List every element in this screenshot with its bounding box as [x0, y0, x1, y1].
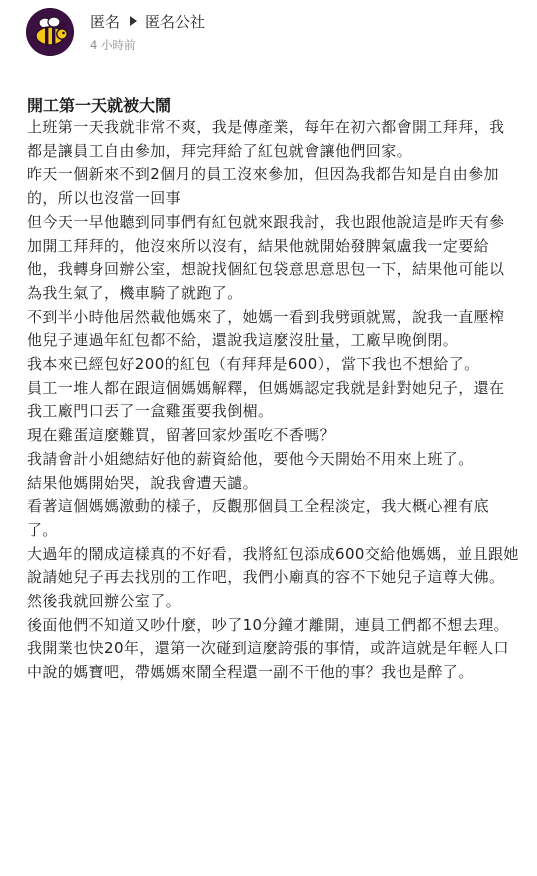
post-paragraph: 現在雞蛋這麼難買，留著回家炒蛋吃不香嗎？ [27, 426, 336, 445]
post-header [26, 8, 516, 56]
post-title: 開工第一天就被大鬧 [27, 96, 172, 115]
post-paragraph: 不到半小時他居然載他媽來了，她媽一看到我劈頭就罵，說我一直壓榨他兒子連過年紅包都不給，還說我這麼沒肚量，工廠早晚倒閉。 [27, 307, 505, 350]
bee-icon [26, 8, 74, 56]
post-time: 4 小時前 [90, 38, 136, 52]
post-paragraph: 員工一堆人都在跟這個媽媽解釋，但媽媽認定我就是針對她兒子，還在我工廠門口丟了一盒雞蛋要我倒楣。 [27, 378, 505, 421]
author-name: 匿名 [90, 12, 121, 31]
avatar[interactable] [26, 8, 74, 56]
post-body [27, 116, 519, 685]
post-meta [90, 10, 205, 53]
post-paragraph: 大過年的鬧成這樣真的不好看，我將紅包添成600交給他媽媽，並且跟她說請她兒子再去找別的工作吧，我們小廟真的容不下她兒子這尊大佛。然後我就回辦公室了。 [27, 544, 519, 611]
breadcrumb [90, 10, 205, 32]
post-paragraph: 我請會計小姐總結好他的薪資給他，要他今天開始不用來上班了。 [27, 449, 474, 468]
post-paragraph: 看著這個媽媽激動的樣子，反觀那個員工全程淡定，我大概心裡有底了。 [27, 497, 490, 539]
post-paragraph: 後面他們不知道又吵什麼，吵了10分鐘才離開，連員工們都不想去理。 [27, 615, 509, 634]
post-paragraph: 但今天一早他聽到同事們有紅包就來跟我討，我也跟他說這是昨天有參加開工拜拜的，他沒來所以沒有，結果他就開始發脾氣盧我一定要給他，我轉身回辦公室，想說找個紅包袋意思意思包一下，結果他可能以為我生氣了，機車騎了就跑了。 [27, 212, 505, 302]
triangle-right-icon [130, 16, 137, 26]
post-paragraph: 上班第一天我就非常不爽，我是傳產業，每年在初六都會開工拜拜，我都是讓員工自由參加，拜完拜給了紅包就會讓他們回家。 [27, 118, 505, 160]
post-paragraph: 昨天一個新來不到2個月的員工沒來參加，但因為我都告知是自由參加的，所以也沒當一回事 [27, 165, 499, 208]
post-paragraph: 我本來已經包好200的紅包（有拜拜是600），當下我也不想給了。 [27, 355, 480, 374]
post-paragraph: 結果他媽開始哭，說我會遭天譴。 [27, 473, 259, 492]
board-link[interactable]: 匿名公社 [145, 12, 206, 31]
post-paragraph: 我開業也快20年，還第一次碰到這麼誇張的事情，或許這就是年輕人口中說的媽寶吧，帶媽媽來鬧全程還一副不干他的事？我也是醉了。 [27, 639, 509, 682]
